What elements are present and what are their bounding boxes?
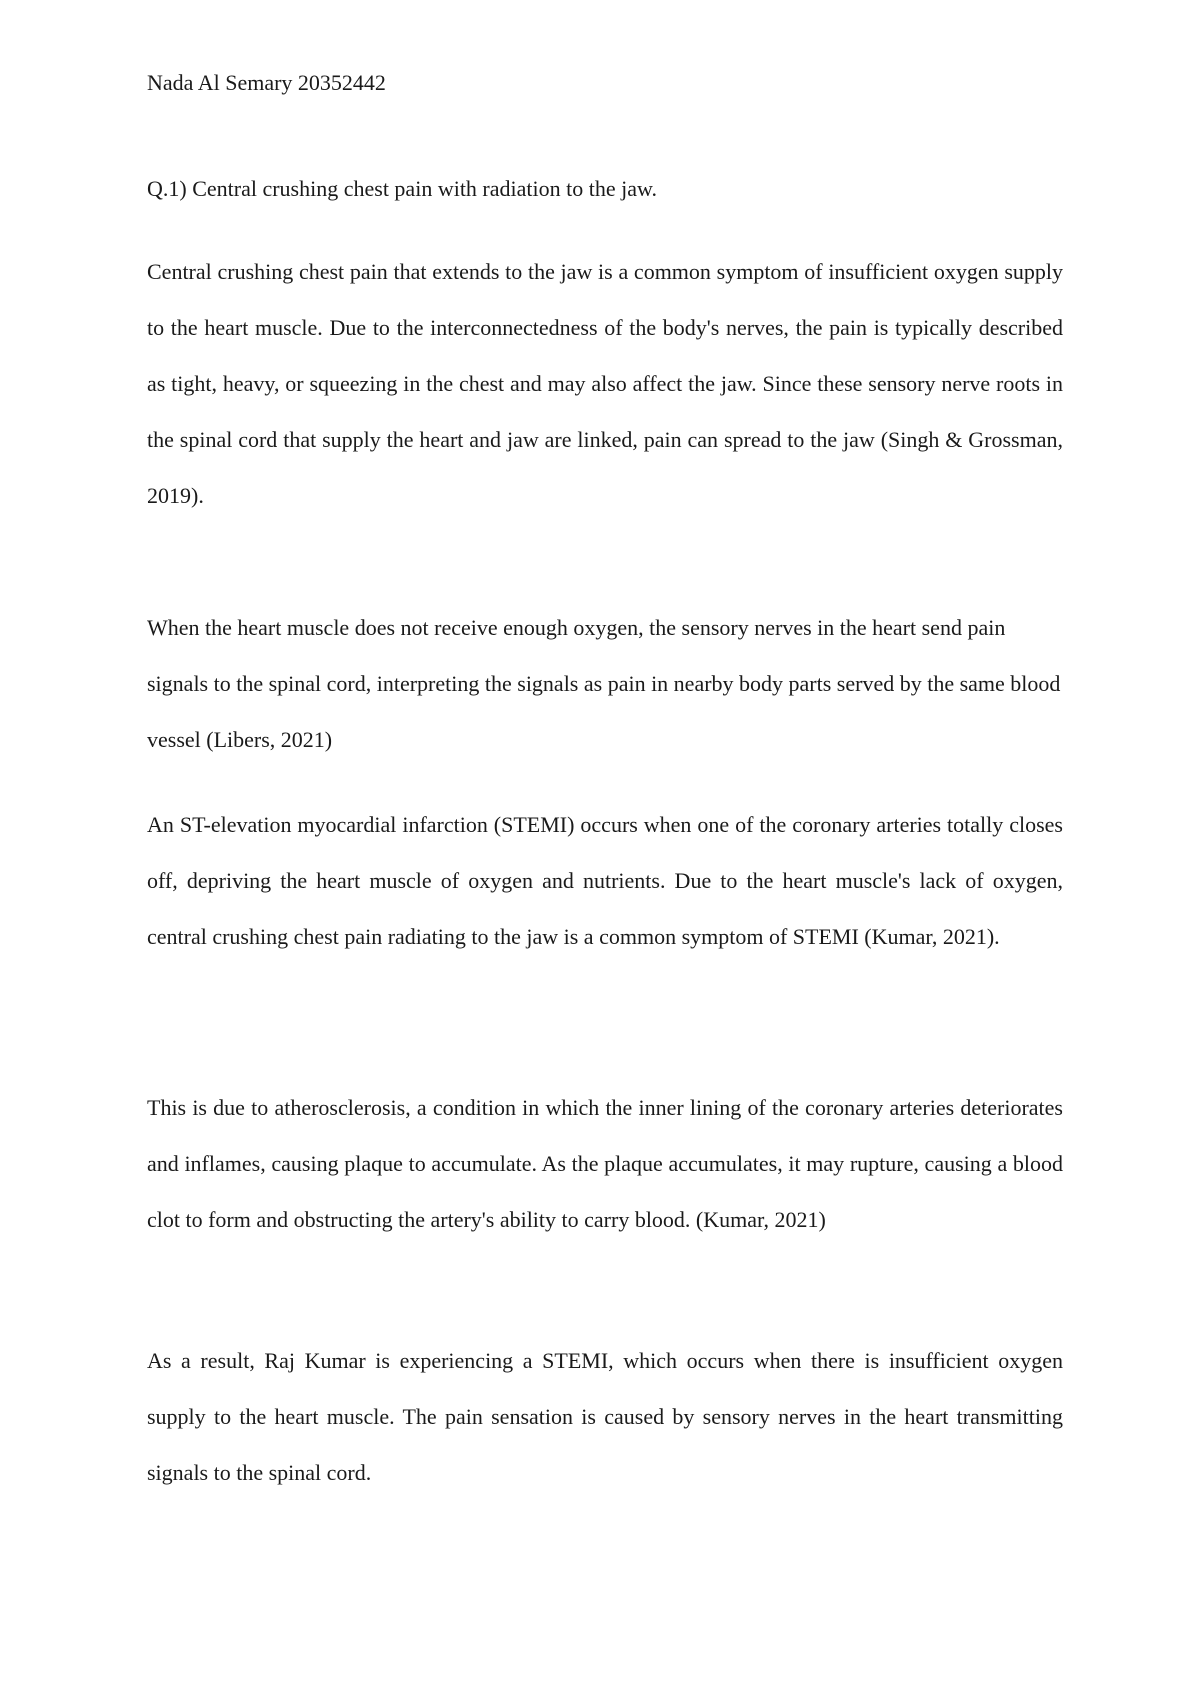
paragraph-3: An ST-elevation myocardial infarction (STEMI) occurs when one of the coronary arteries totally closes off, depriving the heart muscle of oxygen and nutrients. Due to the heart muscle's lack of oxygen, central crushing chest pain radiating to the jaw is a common symptom of STEMI (Kumar, 2021). (147, 812, 1063, 949)
paragraph-2: When the heart muscle does not receive enough oxygen, the sensory nerves in the heart send pain signals to the spinal cord, interpreting the signals as pain in nearby body parts served by the same blood vessel (Libers, 2021) (147, 615, 1061, 752)
paragraph-4: This is due to atherosclerosis, a condition in which the inner lining of the coronary arteries deteriorates and inflames, causing plaque to accumulate. As the plaque accumulates, it may rupture, causing a blood clot to form and obstructing the artery's ability to carry blood. (Kumar, 2021) (147, 1095, 1063, 1232)
author-line: Nada Al Semary 20352442 (147, 70, 386, 95)
paragraph-1: Central crushing chest pain that extends to the jaw is a common symptom of insufficient oxygen supply to the heart muscle. Due to the interconnectedness of the body's nerves, the pain is typically described as tight, heavy, or squeezing in the chest and may also affect the jaw. Since these sensory nerve roots in the spinal cord that supply the heart and jaw are linked, pain can spread to the jaw (Singh & Grossman, 2019). (147, 259, 1063, 508)
document-page (147, 68, 1063, 1485)
question-heading: Q.1) Central crushing chest pain with radiation to the jaw. (147, 176, 657, 201)
paragraph-5: As a result, Raj Kumar is experiencing a STEMI, which occurs when there is insufficient oxygen supply to the heart muscle. The pain sensation is caused by sensory nerves in the heart transmitting signals to the spinal cord. (147, 1348, 1063, 1485)
